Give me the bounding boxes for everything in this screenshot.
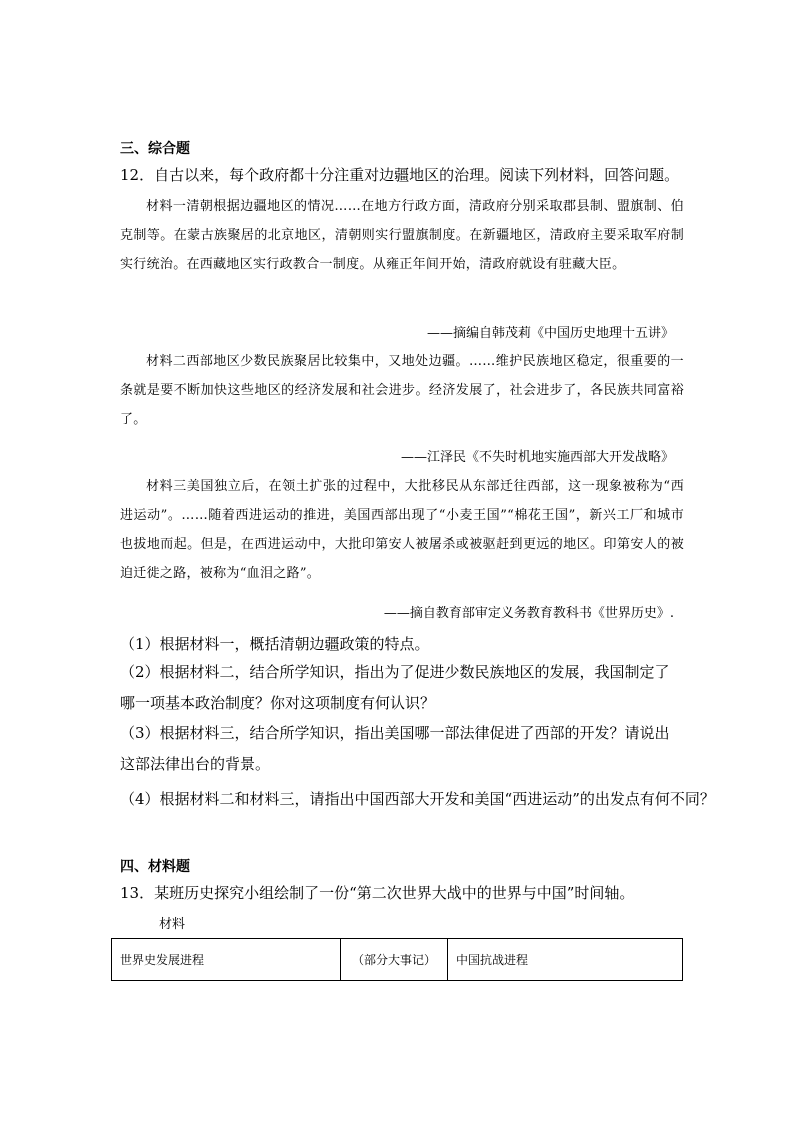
- material-1-source: ——摘编自韩茂莉《中国历史地理十五讲》: [426, 326, 674, 341]
- subquestion-1: （1）根据材料一，概括清朝边疆政策的特点。: [120, 635, 430, 653]
- material-3-text: 材料三美国独立后，在领土扩张的过程中，大批移民从东部迁往西部，这一现象被称为“西进运动”。……随着西进运动的推进，美国西部出现了“小麦王国”“棉花王国”，新兴工厂和城市也拔地而起。但是，在西进运动中，大批印第安人被屠杀或被驱赶到更远的地区。印第安人的被迫迁徙之路，被称为“血泪之路”。: [120, 479, 684, 581]
- table-cell-china-war: 中国抗战进程: [448, 939, 683, 981]
- timeline-table: [111, 938, 683, 981]
- material-2-source: ——江泽民《不失时机地实施西部大开发战略》: [400, 450, 674, 465]
- material-2-text: 材料二西部地区少数民族聚居比较集中，又地处边疆。……维护民族地区稳定，很重要的一条就是要不断加快这些地区的经济发展和社会进步。经济发展了，社会进步了，各民族共同富裕了。: [120, 354, 684, 427]
- subquestion-3: （3）根据材料三，结合所学知识，指出美国哪一部法律促进了西部的开发？请说出这部法律出台的背景。: [120, 724, 670, 773]
- material-label: 材料: [159, 917, 186, 932]
- material-3-source: ——摘自教育部审定义务教育教科书《世界历史》.: [383, 606, 674, 621]
- table-cell-events: （部分大事记）: [341, 939, 448, 981]
- section-heading-4: 四、材料题: [120, 859, 190, 875]
- question-13-stem: 13．某班历史探究小组绘制了一份“第二次世界大战中的世界与中国”时间轴。: [120, 884, 635, 902]
- subquestion-4: （4）根据材料二和材料三，请指出中国西部大开发和美国“西进运动”的出发点有何不同？: [120, 790, 715, 808]
- question-12-stem: 12．自古以来，每个政府都十分注重对边疆地区的治理。阅读下列材料，回答问题。: [120, 166, 680, 184]
- table-row: [112, 939, 683, 981]
- section-heading-3: 三、综合题: [120, 141, 190, 157]
- subquestion-2: （2）根据材料二，结合所学知识，指出为了促进少数民族地区的发展，我国制定了哪一项基本政治制度？你对这项制度有何认识？: [120, 663, 670, 712]
- material-1-text: 材料一清朝根据边疆地区的情况……在地方行政方面，清政府分别采取郡县制、盟旗制、伯克制等。在蒙古族聚居的北京地区，清朝则实行盟旗制度。在新疆地区，清政府主要采取军府制实行统治。在西藏地区实行政教合一制度。从雍正年间开始，清政府就设有驻藏大臣。: [120, 199, 684, 272]
- table-cell-world-history: 世界史发展进程: [112, 939, 341, 981]
